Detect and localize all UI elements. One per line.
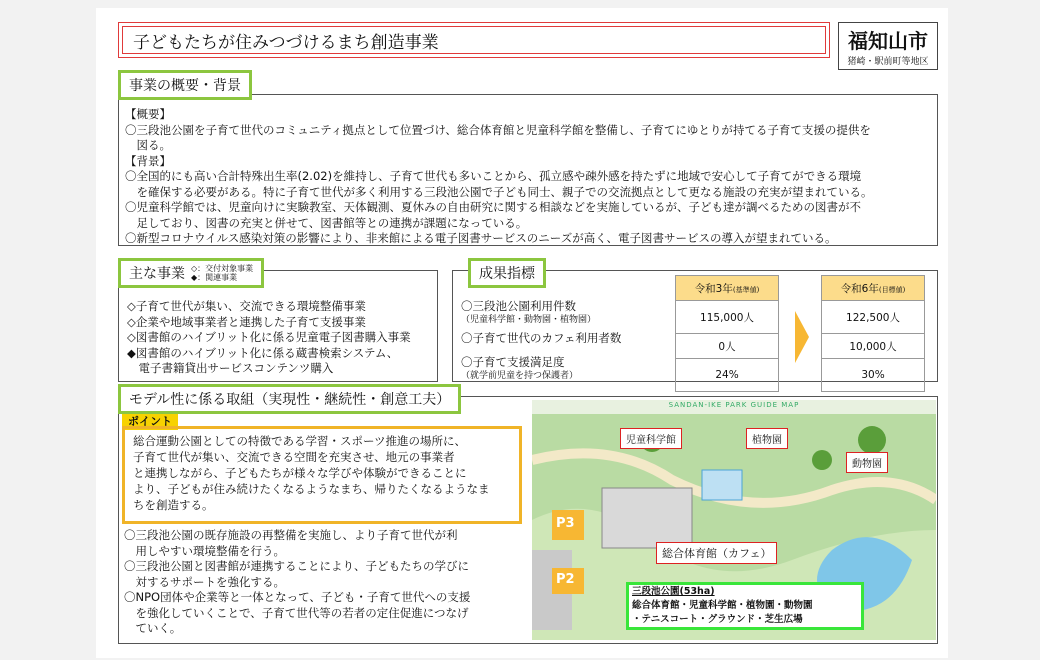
point-line: と連携しながら、子どもたちが様々な学びや体験ができることに (133, 466, 467, 480)
bullet-line: 〇三段池公園の既存施設の再整備を実施し、より子育て世代が利 (124, 528, 458, 542)
model-bullets (124, 528, 524, 637)
target-value: 122,500人 (822, 301, 925, 334)
model-label: モデル性に係る取組（実現性・継続性・創意工夫） (118, 384, 461, 414)
target-value: 10,000人 (822, 334, 925, 359)
baseline-table (675, 275, 779, 392)
point-line: より、子どもが住み続けたくなるようなまち、帰りたくなるようなま (133, 482, 490, 496)
callout-botanical-garden: 植物園 (746, 428, 788, 449)
overview-text (125, 107, 935, 247)
bullet-line: 〇NPO団体や企業等と一体となって、子ども・子育て世代への支援 (124, 590, 471, 604)
main-projects-label (118, 258, 264, 288)
bullet-line: ていく。 (124, 621, 182, 635)
overview-line: 【概要】 (125, 107, 171, 121)
overview-line: 【背景】 (125, 153, 171, 168)
overview-line: を確保する必要がある。特に子育て世代が多く利用する三段池公園で子ども同士、親子での交流拠点として更なる施設の充実が望まれている。 (125, 184, 873, 199)
legend-related: ◆：関連事業 (191, 273, 238, 282)
city-name: 福知山市 (848, 29, 928, 53)
document-page (96, 8, 948, 658)
park-info-text: 三段池公園(53ha) 総合体育館・児童科学館・植物園・動物園 ・テニスコート・グラウンド・芝生広場 (629, 585, 861, 627)
bullet-line: を強化していくことで、子育て世代等の若者の定住促進につなげ (124, 605, 469, 620)
point-line: 子育て世代が集い、交流できる空間を充実させ、地元の事業者 (133, 450, 455, 464)
list-item: ◇図書館のハイブリット化に係る児童電子図書購入事業 (127, 330, 411, 344)
results-label: 成果指標 (468, 258, 546, 288)
baseline-value: 115,000人 (676, 301, 779, 334)
result-row-1: 〇三段池公園利用件数 （児童科学館・動物園・植物園） (461, 299, 597, 325)
point-box (122, 426, 522, 524)
overview-line: 足しており、図書の充実と併せて、図書館等との連携が課題になっている。 (125, 215, 528, 230)
main-projects-title: 主な事業 (129, 266, 185, 282)
baseline-value: 0人 (676, 334, 779, 359)
overview-line: 〇児童科学館では、児童向けに実験教室、天体観測、夏休みの自由研究に関する相談などを実施しているが、子ども達が調べるための図書が不 (125, 200, 861, 214)
target-value: 30% (822, 359, 925, 392)
legend-target: ◇：交付対象事業 (191, 264, 254, 273)
list-item: ◇子育て世代が集い、交流できる環境整備事業 (127, 299, 366, 313)
overview-line: 〇全国的にも高い合計特殊出生率(2.02)を維持し、子育て世代も多いことから、孤立感や疎外感を持たずに地域で安心して子育てができる環境 (125, 169, 862, 183)
point-line: 総合運動公園としての特徴である学習・スポーツ推進の場所に、 (133, 434, 467, 448)
city-badge (838, 22, 938, 70)
map-header: SANDAN-IKE PARK GUIDE MAP (668, 401, 800, 409)
overview-line: 〇三段池公園を子育て世代のコミュニティ拠点として位置づけ、総合体育館と児童科学館を整備し、子育てにゆとりが持てる子育て支援の提供を (125, 122, 871, 137)
city-area: 猪崎・駅前町等地区 (847, 57, 929, 67)
parking-p3: P3 (556, 516, 575, 531)
point-label: ポイント (122, 412, 178, 430)
arrow-right-icon (795, 311, 809, 363)
baseline-header: 令和3年(基準値) (676, 276, 779, 301)
callout-science-museum: 児童科学館 (620, 428, 682, 449)
list-item: 電子書籍貸出サービスコンテンツ購入 (127, 361, 334, 375)
result-row-2: 〇子育て世代のカフェ利用者数 (461, 331, 622, 345)
list-item: ◆図書館のハイブリット化に係る蔵書検索システム、 (127, 345, 399, 360)
list-item: ◇企業や地域事業者と連携した子育て支援事業 (127, 314, 366, 329)
point-line: ちを創造する。 (133, 498, 214, 512)
bullet-line: 〇三段池公園と図書館が連携することにより、子どもたちの学びに (124, 559, 469, 573)
callout-gym: 総合体育館（カフェ） (656, 542, 777, 564)
overview-box (118, 94, 938, 246)
target-table (821, 275, 925, 392)
overview-label: 事業の概要・背景 (118, 70, 252, 100)
overview-line: 〇新型コロナウイルス感染対策の影響により、非来館による電子図書サービスのニーズが高く、電子図書サービスの導入が望まれている。 (125, 231, 837, 245)
bullet-line: 対するサポートを強化する。 (124, 574, 285, 589)
park-info-card (626, 582, 864, 630)
baseline-value: 24% (676, 359, 779, 392)
park-map (532, 400, 936, 640)
overview-line: 図る。 (125, 138, 171, 152)
page-title: 子どもたちが住みつづけるまち創造事業 (118, 22, 830, 58)
legend (191, 264, 253, 282)
callout-zoo: 動物園 (846, 452, 888, 473)
main-projects-list (127, 299, 411, 377)
parking-p2: P2 (556, 572, 575, 587)
target-header: 令和6年(目標値) (822, 276, 925, 301)
result-row-3: 〇子育て支援満足度 （就学前児童を持つ保護者） (461, 355, 579, 381)
results-names (461, 299, 661, 385)
bullet-line: 用しやすい環境整備を行う。 (124, 543, 285, 558)
